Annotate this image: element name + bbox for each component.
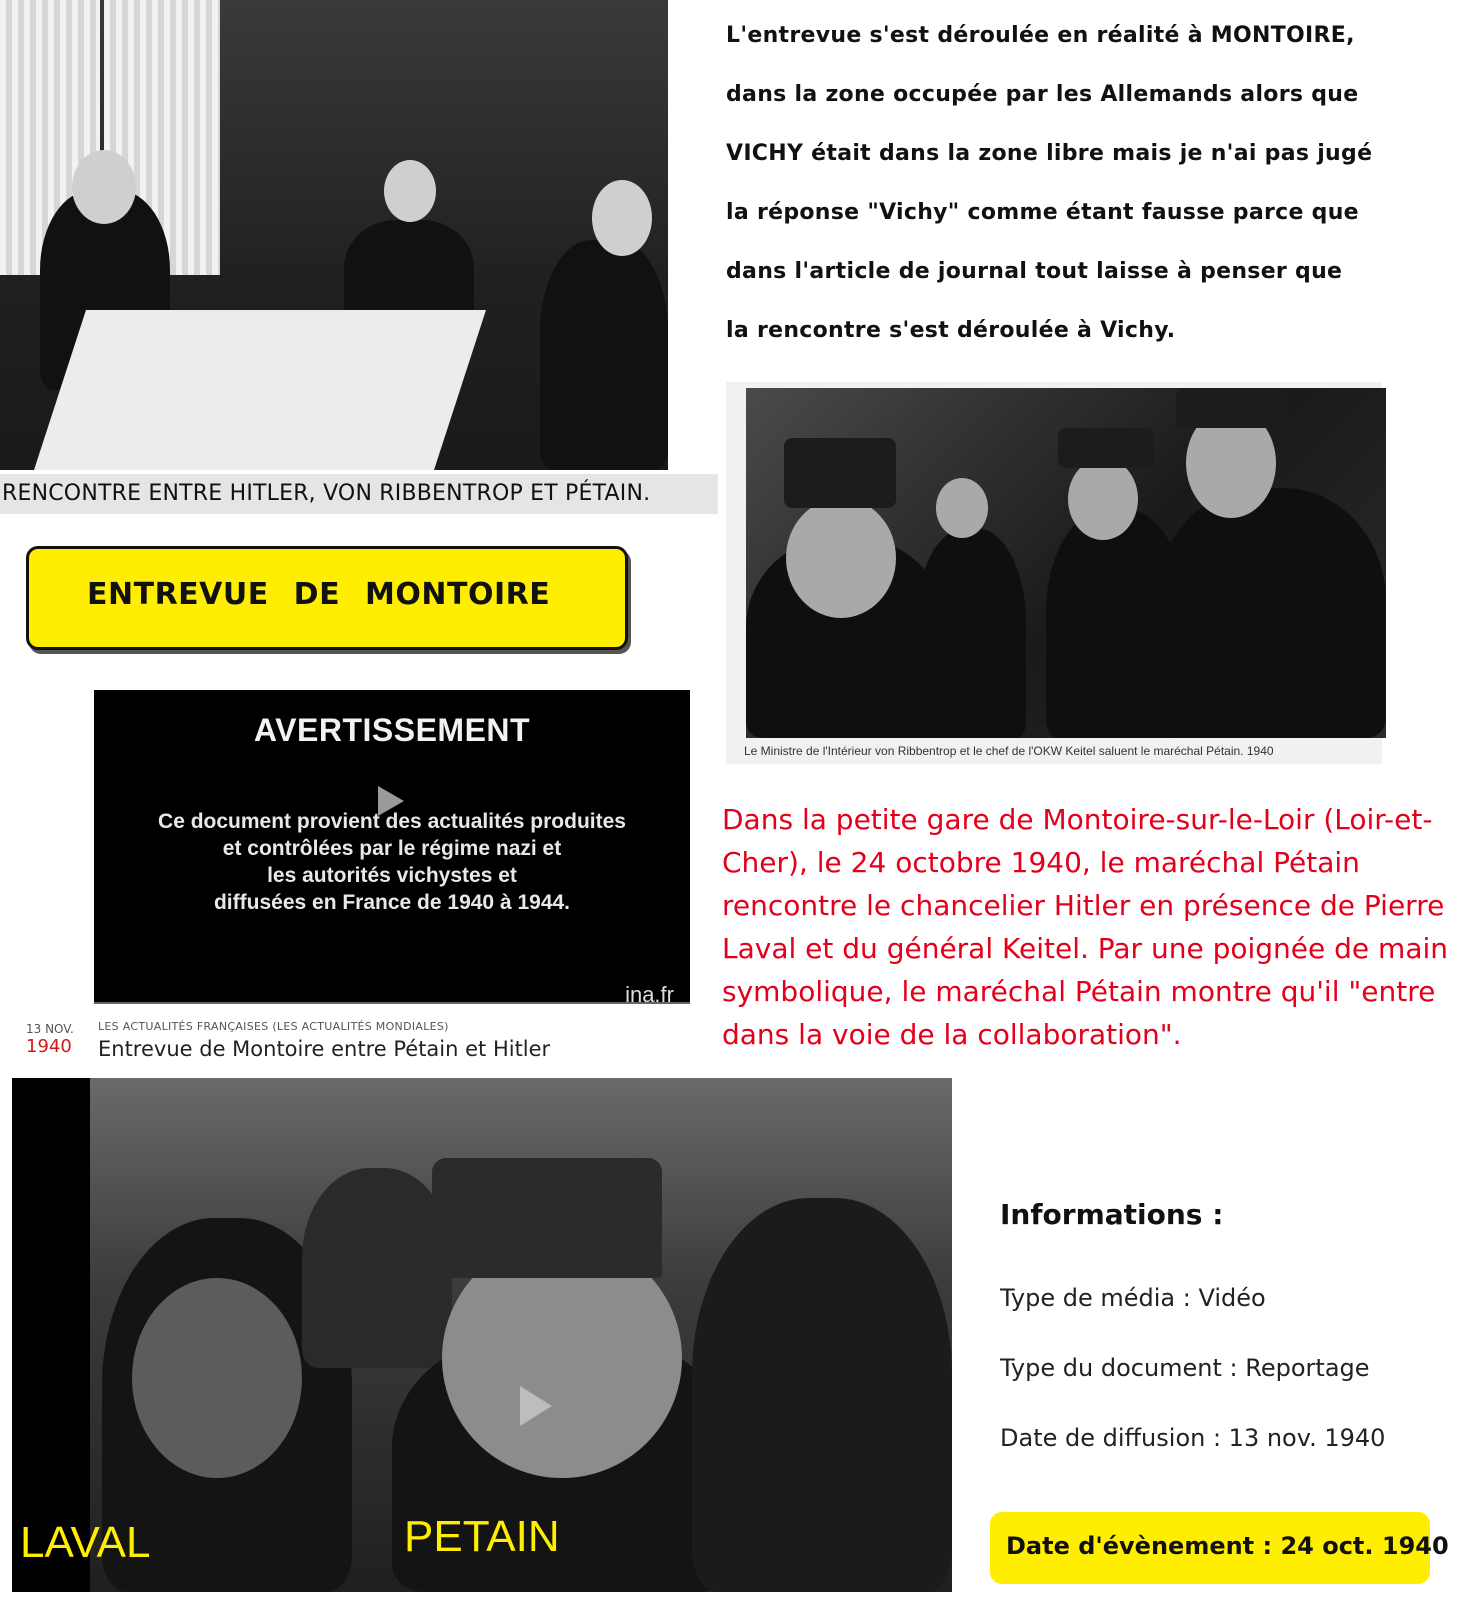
- play-icon[interactable]: [518, 1384, 554, 1432]
- intro-line: L'entrevue s'est déroulée en réalité à MONTOIRE,: [726, 23, 1355, 48]
- info-broadcast-date: Date de diffusion : 13 nov. 1940: [1000, 1424, 1386, 1452]
- intro-line: la rencontre s'est déroulée à Vichy.: [726, 318, 1176, 343]
- info-media-type: Type de média : Vidéo: [1000, 1284, 1266, 1312]
- label-laval: LAVAL: [20, 1518, 151, 1567]
- intro-text: [726, 18, 1466, 372]
- photo-meeting-railcar: [0, 0, 668, 470]
- newsreel-source: LES ACTUALITÉS FRANÇAISES (LES ACTUALITÉS MONDIALES): [98, 1020, 449, 1033]
- title-banner-text: ENTREVUE DE MONTOIRE: [87, 577, 551, 612]
- newsreel-video-player[interactable]: [12, 1078, 952, 1592]
- ina-watermark: ina.fr: [625, 982, 674, 1007]
- warning-line: et contrôlées par le régime nazi et: [222, 837, 562, 860]
- intro-line: dans l'article de journal tout laisse à penser que: [726, 259, 1343, 284]
- warning-heading: AVERTISSEMENT: [253, 712, 531, 748]
- summary-line: dans la voie de la collaboration".: [722, 1018, 1182, 1051]
- intro-line: VICHY était dans la zone libre mais je n'ai pas jugé: [726, 141, 1373, 166]
- event-date-text: Date d'évènement : 24 oct. 1940: [1006, 1532, 1449, 1560]
- title-banner: [26, 546, 628, 650]
- warning-line: diffusées en France de 1940 à 1944.: [213, 891, 571, 914]
- intro-line: dans la zone occupée par les Allemands alors que: [726, 82, 1359, 107]
- summary-line: rencontre le chancelier Hitler en présence de Pierre: [722, 889, 1445, 922]
- photo-handshake: [746, 388, 1386, 738]
- newsreel-year: 1940: [26, 1036, 72, 1057]
- event-date-badge: [990, 1512, 1449, 1584]
- info-document-type: Type du document : Reportage: [1000, 1354, 1370, 1382]
- summary-line: Cher), le 24 octobre 1940, le maréchal Pétain: [722, 846, 1360, 879]
- photo-caption: RENCONTRE ENTRE HITLER, VON RIBBENTROP ET PÉTAIN.: [0, 474, 718, 514]
- photo-handshake-card: [726, 382, 1382, 764]
- warning-line: les autorités vichystes et: [267, 864, 517, 887]
- warning-body: [94, 808, 690, 916]
- newsreel-day: 13 NOV.: [26, 1022, 74, 1036]
- warning-video-player[interactable]: [94, 690, 690, 1007]
- photo-caption: Le Ministre de l'Intérieur von Ribbentrop et le chef de l'OKW Keitel saluent le maréchal Pétain. 1940: [744, 744, 1274, 758]
- summary-paragraph: [722, 798, 1472, 1056]
- newsreel-title[interactable]: Entrevue de Montoire entre Pétain et Hitler: [98, 1037, 551, 1061]
- summary-line: Dans la petite gare de Montoire-sur-le-Loir (Loir-et-: [722, 803, 1433, 836]
- intro-line: la réponse "Vichy" comme étant fausse parce que: [726, 200, 1359, 225]
- label-petain: PETAIN: [404, 1512, 560, 1561]
- summary-line: Laval et du général Keitel. Par une poignée de main: [722, 932, 1449, 965]
- info-heading: Informations :: [1000, 1198, 1224, 1231]
- warning-line: Ce document provient des actualités produites: [158, 810, 626, 833]
- summary-line: symbolique, le maréchal Pétain montre qu'il "entre: [722, 975, 1436, 1008]
